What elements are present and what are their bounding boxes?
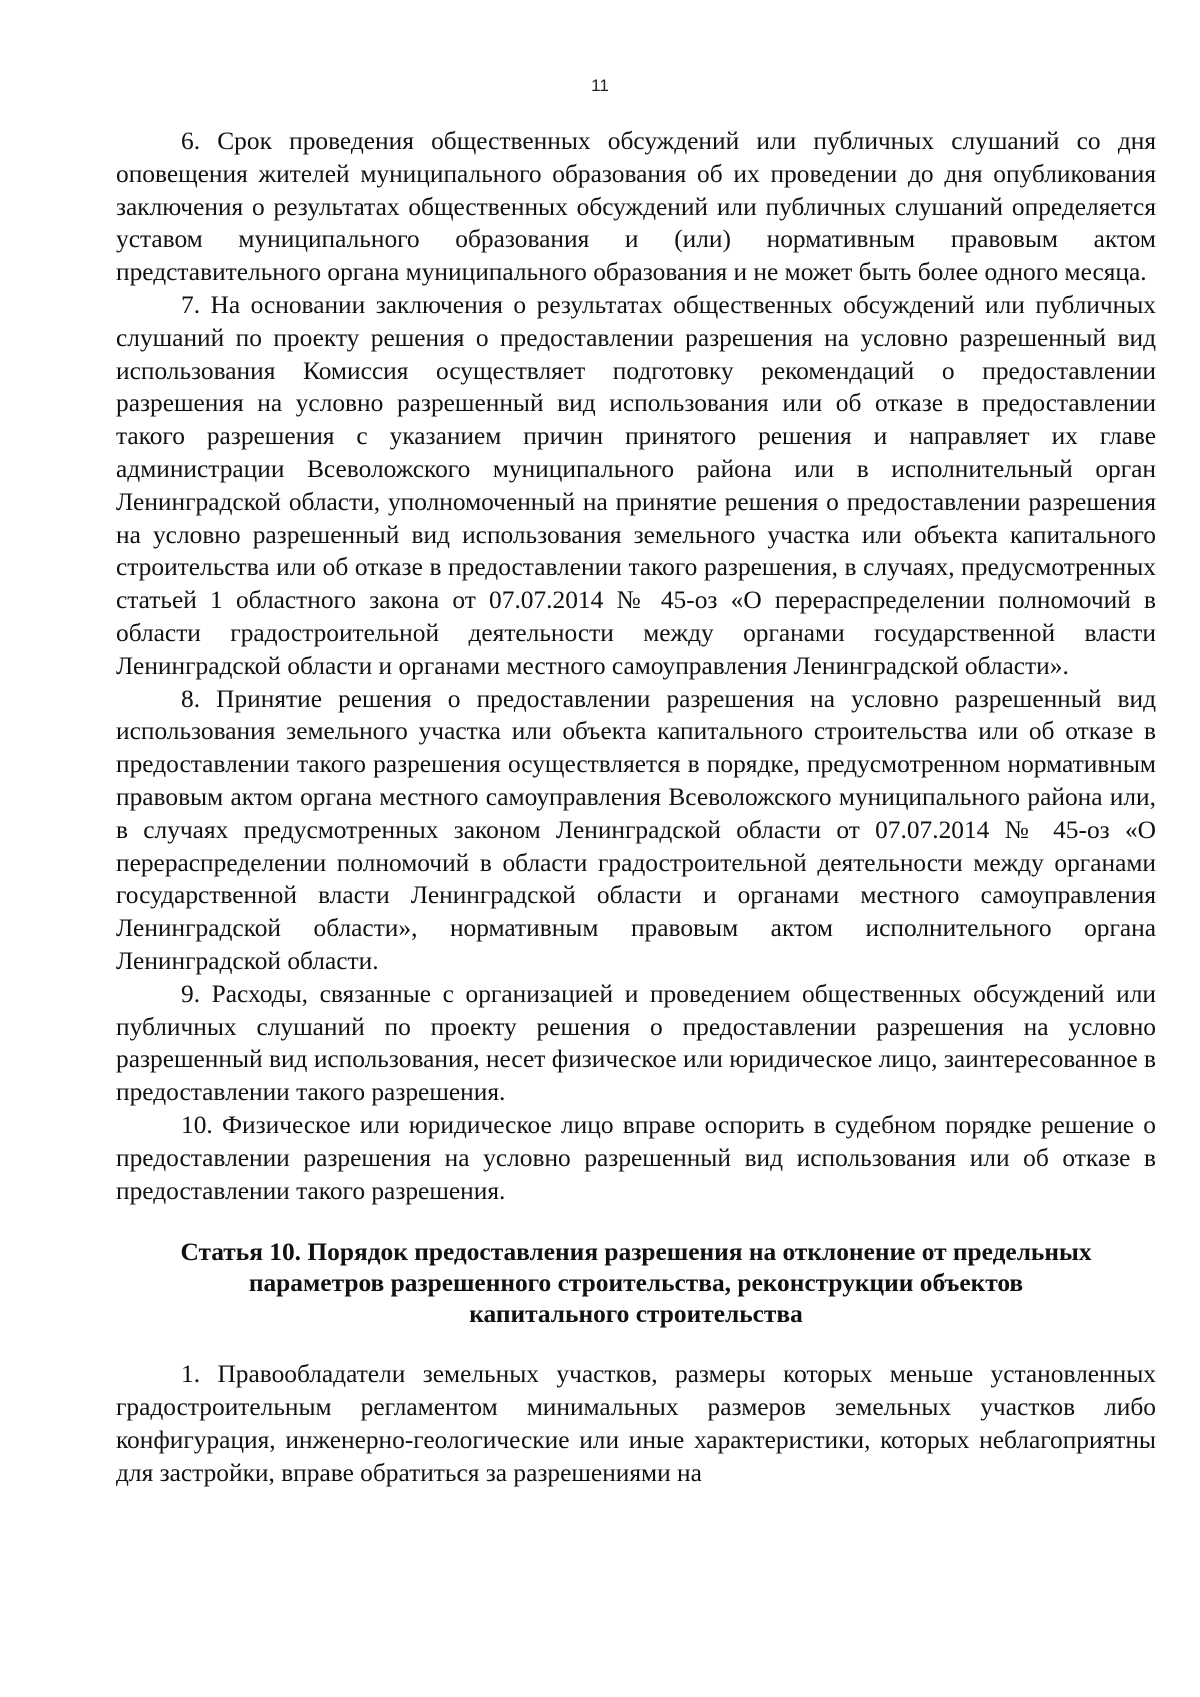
paragraph-item-7: 7. На основании заключения о результатах общественных обсуждений или публичных слушаний по проекту решения о предоставлении разрешения на условно разрешенный вид использования Комиссия осуществляет подготовку рекомендаций о предоставлении разрешения на условно разрешенный вид использования или об отказе в предоставлении такого разрешения с указанием причин принятого решения и направляет их главе администрации Всеволожского муниципального района или в исполнительный орган Ленинградской области, уполномоченный на принятие решения о предоставлении разрешения на условно разрешенный вид использования земельного участка или объекта капитального строительства или об отказе в предоставлении такого разрешения, в случаях, предусмотренных статьей 1 областного закона от 07.07.2014 № 45-оз «О перераспределении полномочий в области градостроительной деятельности между органами государственной власти Ленинградской области и органами местного самоуправления Ленинградской области». — [116, 290, 1156, 680]
article-paragraph-1: 1. Правообладатели земельных участков, размеры которых меньше установленных градостроительным регламентом минимальных размеров земельных участков либо конфигурация, инженерно-геологические или иные характеристики, которых неблагоприятны для застройки, вправе обратиться за разрешениями на — [116, 1360, 1156, 1487]
paragraph-item-6: 6. Срок проведения общественных обсуждений или публичных слушаний со дня оповещения жителей муниципального образования об их проведении до дня опубликования заключения о результатах общественных обсуждений или публичных слушаний определяется уставом муниципального образования и (или) нормативным правовым актом представительного органа муниципального образования и не может быть более одного месяца. — [116, 127, 1156, 287]
article-heading — [116, 1237, 1156, 1330]
article-heading-line-3: капитального строительства — [469, 1300, 803, 1329]
article-heading-line-1: Статья 10. Порядок предоставления разрешения на отклонение от предельных — [180, 1238, 1092, 1267]
paragraph-item-9: 9. Расходы, связанные с организацией и проведением общественных обсуждений или публичных слушаний по проекту решения о предоставлении разрешения на условно разрешенный вид использования, несет физическое или юридическое лицо, заинтересованное в предоставлении такого разрешения. — [116, 979, 1156, 1107]
page-number: 11 — [591, 76, 609, 95]
paragraph-item-10: 10. Физическое или юридическое лицо вправе оспорить в судебном порядке решение о предоставлении разрешения на условно разрешенный вид использования или об отказе в предоставлении такого разрешения. — [116, 1110, 1156, 1205]
paragraph-item-8: 8. Принятие решения о предоставлении разрешения на условно разрешенный вид использования земельного участка или объекта капитального строительства или об отказе в предоставлении такого разрешения осуществляется в порядке, предусмотренном нормативным правовым актом органа местного самоуправления Всеволожского муниципального района или, в случаях предусмотренных законом Ленинградской области от 07.07.2014 № 45-оз «О перераспределении полномочий в области градостроительной деятельности между органами государственной власти Ленинградской области и органами местного самоуправления Ленинградской области», нормативным правовым актом исполнительного органа Ленинградской области. — [116, 684, 1156, 975]
article-heading-line-2: параметров разрешенного строительства, реконструкции объектов — [248, 1269, 1024, 1298]
document-body — [116, 125, 1156, 1489]
